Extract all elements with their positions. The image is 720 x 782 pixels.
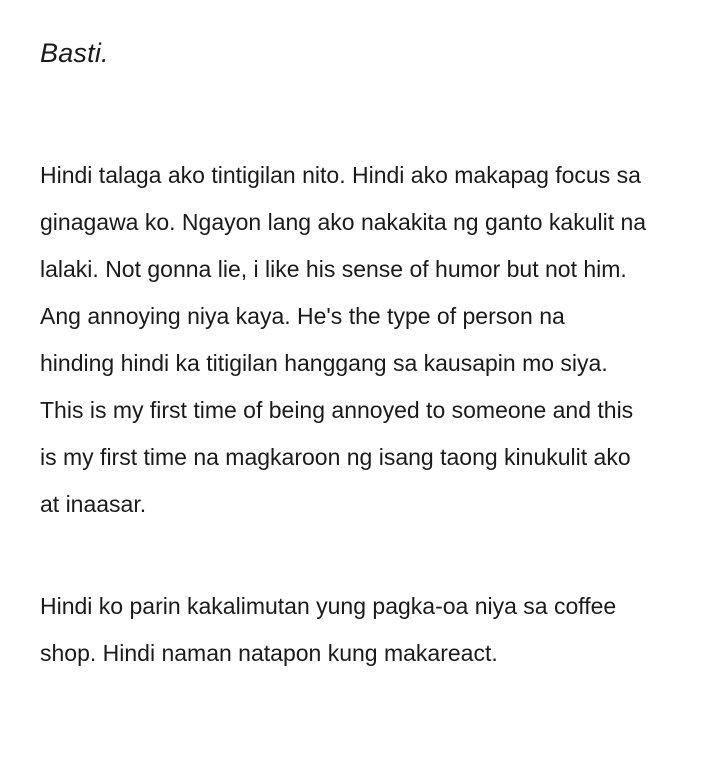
paragraph-2 bbox=[40, 583, 680, 677]
paragraph-line: Hindi talaga ako tintigilan nito. Hindi ako makapag focus sa bbox=[40, 162, 641, 188]
paragraph-line: shop. Hindi naman natapon kung makareact. bbox=[40, 640, 498, 666]
paragraph-line: ginagawa ko. Ngayon lang ako nakakita ng ganto kakulit na bbox=[40, 209, 647, 235]
paragraph-line: This is my first time of being annoyed to someone and this bbox=[40, 397, 634, 423]
paragraph-line: is my first time na magkaroon ng isang taong kinukulit ako bbox=[40, 444, 631, 470]
paragraph-line: lalaki. Not gonna lie, i like his sense of humor but not him. bbox=[40, 256, 627, 282]
paragraph-line: at inaasar. bbox=[40, 491, 147, 517]
paragraph-line: Ang annoying niya kaya. He's the type of person na bbox=[40, 303, 565, 329]
chapter-heading: Basti. bbox=[40, 38, 109, 68]
paragraph-line: hinding hindi ka titigilan hanggang sa kausapin mo siya. bbox=[40, 350, 608, 376]
paragraph-line: Hindi ko parin kakalimutan yung pagka-oa niya sa coffee bbox=[40, 593, 617, 619]
paragraph-1 bbox=[40, 152, 680, 528]
